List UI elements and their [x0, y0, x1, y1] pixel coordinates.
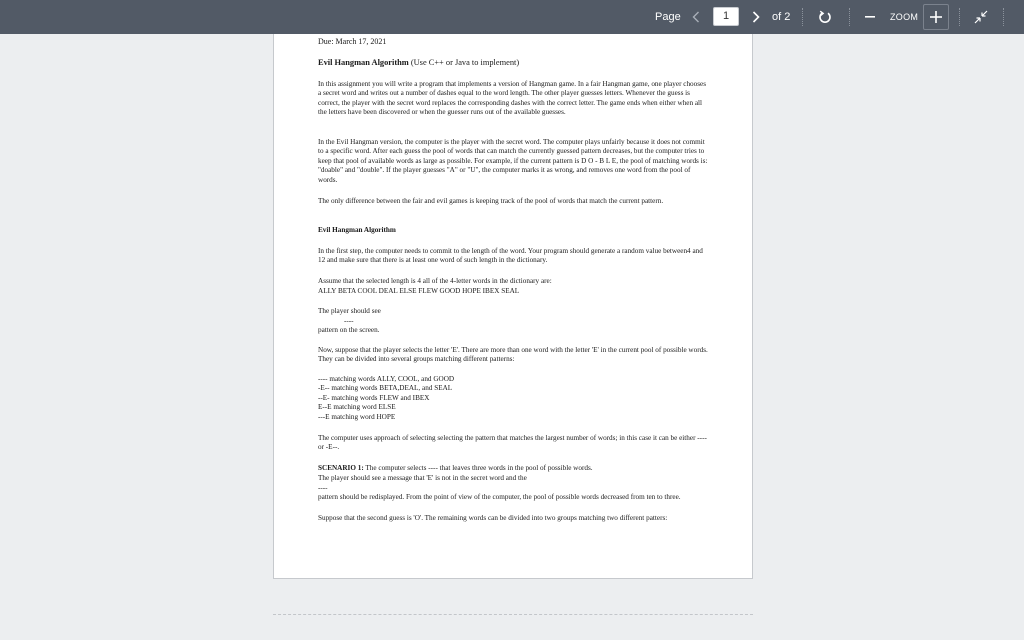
zoom-label: ZOOM	[890, 12, 919, 22]
list-item: -E-- matching words BETA,DEAL, and SEAL	[318, 384, 453, 393]
toolbar-divider	[849, 8, 850, 26]
due-date: Due: March 17, 2021	[318, 37, 387, 46]
toolbar-divider	[1003, 8, 1004, 26]
pattern-screen: pattern on the screen.	[318, 326, 380, 334]
scenario-dashes: ----	[318, 484, 328, 492]
scenario-label: SCENARIO 1:	[318, 464, 364, 472]
pdf-toolbar	[0, 0, 1024, 34]
scenario-second-guess: Suppose that the second guess is 'O'. The remaining words can be divided into two groups matching two different patters:	[318, 514, 668, 522]
scenario-message: The player should see a message that 'E' is not in the secret word and the	[318, 474, 527, 482]
list-item: ---E matching word HOPE	[318, 412, 396, 421]
page-break-divider	[273, 614, 753, 615]
paragraph-letter-e: Now, suppose that the player selects the letter 'E'. There are more than one word with the letter 'E' in the current pool of possible words. They can be divided into several groups matching different patterns:	[318, 346, 708, 364]
paragraph-intro: In this assignment you will write a program that implements a version of Hangman game. In a fair Hangman game, one player chooses a secret word and writes out a number of dashes equal to the word length. The other player guesses letters. Whenever the guess is correct, the player with the secret word replaces the corresponding dashes with the correct letter. The game ends when either when all the letters have been discovered or when the guesser runs out of the available guesses.	[318, 80, 707, 117]
paragraph-approach: The computer uses approach of selecting selecting the pattern that matches the largest number of words; in this case it can be either ---- or -E--.	[318, 434, 707, 452]
rotate-icon[interactable]	[816, 0, 834, 34]
pattern-dashes: ----	[344, 317, 354, 325]
minus-icon[interactable]	[862, 0, 878, 34]
list-item: --E- matching words FLEW and IBEX	[318, 393, 430, 402]
page-label: Page	[655, 11, 681, 23]
paragraph-assume: Assume that the selected length is 4 all of the 4-letter words in the dictionary are:	[318, 277, 552, 285]
title-rest: (Use C++ or Java to implement)	[408, 58, 520, 67]
chevron-left-icon[interactable]	[688, 0, 704, 34]
document-title	[318, 58, 519, 67]
scenario-redisplay: pattern should be redisplayed. From the point of view of the computer, the pool of possible words decreased from ten to three.	[318, 493, 681, 501]
list-item: E--E matching word ELSE	[318, 403, 396, 412]
heading-algorithm: Evil Hangman Algorithm	[318, 226, 396, 234]
player-should-see: The player should see	[318, 307, 381, 315]
scenario-text: The computer selects ---- that leaves three words in the pool of possible words.	[363, 464, 593, 472]
title-bold: Evil Hangman Algorithm	[318, 58, 409, 67]
collapse-icon[interactable]	[972, 0, 990, 34]
list-item: ---- matching words ALLY, COOL, and GOOD	[318, 375, 455, 383]
paragraph-first-step: In the first step, the computer needs to commit to the length of the word. Your program should generate a random value between4 and 12 and make sure that there is at least one word of such length in the dictionary.	[318, 247, 703, 265]
pattern-groups-list	[318, 375, 710, 422]
toolbar-divider	[959, 8, 960, 26]
plus-icon[interactable]	[923, 4, 949, 30]
paragraph-evil-version: In the Evil Hangman version, the computer is the player with the secret word. The computer plays unfairly because it does not commit to a specific word. After each guess the pool of words that can match the currently guessed pattern decreases, but the computer tries to keep that pool of available words as large as possible. For example, if the current pattern is D O - B L E, the pool of matching words is: "doable" and "double". If the player guesses "A" or "U", the computer marks it as wrong, and removes one word from the pool of words.	[318, 138, 708, 184]
toolbar-divider	[802, 8, 803, 26]
pdf-page	[273, 34, 753, 579]
chevron-right-icon[interactable]	[748, 0, 764, 34]
paragraph-difference: The only difference between the fair and evil games is keeping track of the pool of words that match the current pattern.	[318, 197, 664, 205]
page-number-input[interactable]: 1	[713, 7, 739, 26]
word-list: ALLY BETA COOL DEAL ELSE FLEW GOOD HOPE IBEX SEAL	[318, 287, 520, 295]
scenario-line	[318, 464, 710, 473]
total-pages-label: of 2	[772, 11, 791, 23]
